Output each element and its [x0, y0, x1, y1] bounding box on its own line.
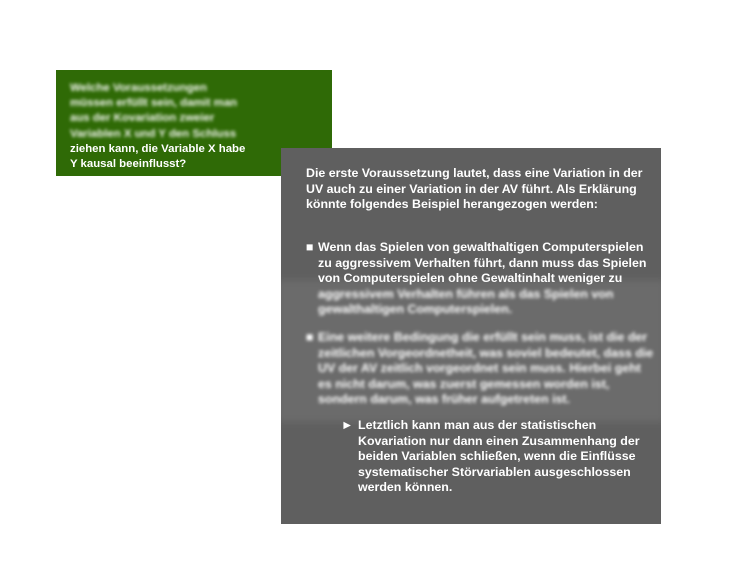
- question-blurred-lines: [70, 81, 322, 142]
- bullet-item: [306, 330, 654, 408]
- question-line: müssen erfüllt sein, damit man: [70, 97, 238, 110]
- conclusion-text: Letztlich kann man aus der statistischen Kovariation nur dann einen Zusammenhang der beiden Variablen schließen, wenn die Einflüsse systematischer Störvariablen ausgeschlossen werden können.: [358, 418, 640, 494]
- square-bullet-icon: ■: [306, 330, 314, 344]
- question-line: aus der Kovariation zweier: [70, 112, 215, 125]
- bullet-text: Eine weitere Bedingung die erfüllt sein muss, ist die der zeitlichen Vorgeordnetheit, was soviel bedeutet, dass die UV der AV zeitlich vorgeordnet sein muss. Hierbei geht es nicht darum, was zuerst gemessen worden ist, sondern darum, was früher aufgetreten ist.: [318, 330, 654, 406]
- bullet-text-visible: Wenn das Spielen von gewalthaltigen Computerspielen zu aggressivem Verhalten führt, dann muss das Spielen von Computerspielen ohne Gewaltinhalt weniger zu: [318, 240, 647, 285]
- question-line: Welche Voraussetzungen: [70, 82, 207, 94]
- square-bullet-icon: ■: [306, 240, 314, 254]
- question-line: Y kausal beeinflusst?: [70, 158, 187, 171]
- bullet-text-blurred: aggressivem Verhalten führen als das Spielen von gewalthaltigen Computerspielen.: [318, 286, 614, 316]
- bullet-text: [318, 240, 654, 318]
- bullet-item: [306, 240, 654, 318]
- answer-box: [281, 148, 661, 524]
- arrow-bullet-icon: ►: [341, 418, 354, 432]
- answer-intro: Die erste Voraussetzung lautet, dass eine Variation in der UV auch zu einer Variation in der AV führt. Als Erklärung könnte folgendes Beispiel herangezogen werden:: [306, 166, 643, 211]
- question-line: Variablen X und Y den Schluss: [70, 127, 237, 140]
- question-line: ziehen kann, die Variable X habe: [70, 142, 246, 155]
- conclusion-item: [341, 418, 651, 496]
